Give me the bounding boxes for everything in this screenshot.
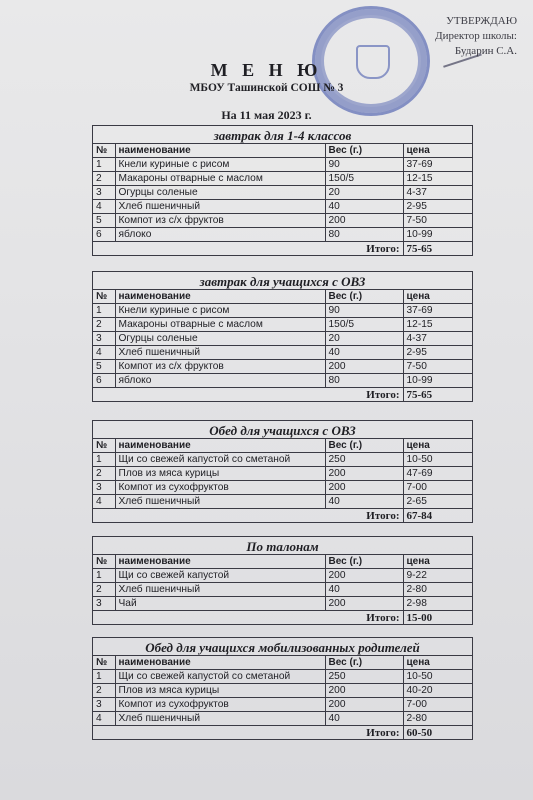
menu-section [92, 420, 473, 523]
dish-price: 12-15 [403, 318, 472, 332]
total-value: 15-00 [403, 611, 472, 625]
col-header-weight: Вес (г.) [325, 144, 403, 158]
menu-section [92, 271, 473, 402]
dish-name: Чай [115, 597, 325, 611]
table-header-row [93, 144, 472, 158]
section-title: завтрак для 1-4 классов [213, 128, 352, 143]
table-row [93, 583, 472, 597]
dish-weight: 90 [325, 304, 403, 318]
section-title: По талонам [246, 539, 319, 554]
menu-date: На 11 мая 2023 г. [221, 108, 312, 122]
col-header-weight: Вес (г.) [325, 555, 403, 569]
menu-table [93, 554, 472, 624]
dish-name: яблоко [115, 228, 325, 242]
dish-price: 2-80 [403, 583, 472, 597]
col-header-name: наименование [115, 555, 325, 569]
row-number: 3 [93, 698, 115, 712]
row-number: 6 [93, 374, 115, 388]
menu-table [93, 143, 472, 255]
dish-price: 10-99 [403, 374, 472, 388]
dish-name: Компот из с/х фруктов [115, 214, 325, 228]
total-label: Итого: [93, 242, 403, 256]
table-row [93, 698, 472, 712]
dish-weight: 250 [325, 453, 403, 467]
total-value: 75-65 [403, 388, 472, 402]
dish-price: 10-50 [403, 453, 472, 467]
total-label: Итого: [93, 509, 403, 523]
table-row [93, 597, 472, 611]
dish-price: 2-65 [403, 495, 472, 509]
dish-price: 4-37 [403, 332, 472, 346]
total-row [93, 611, 472, 625]
col-header-weight: Вес (г.) [325, 656, 403, 670]
col-header-price: цена [403, 290, 472, 304]
dish-name: Макароны отварные с маслом [115, 172, 325, 186]
dish-price: 7-00 [403, 698, 472, 712]
dish-weight: 40 [325, 200, 403, 214]
dish-name: Щи со свежей капустой [115, 569, 325, 583]
col-header-number: № [93, 555, 115, 569]
table-row [93, 346, 472, 360]
table-header-row [93, 656, 472, 670]
dish-price: 12-15 [403, 172, 472, 186]
menu-section [92, 637, 473, 740]
total-label: Итого: [93, 611, 403, 625]
dish-price: 9-22 [403, 569, 472, 583]
table-row [93, 158, 472, 172]
row-number: 1 [93, 453, 115, 467]
dish-price: 2-95 [403, 346, 472, 360]
table-header-row [93, 555, 472, 569]
table-header-row [93, 439, 472, 453]
total-label: Итого: [93, 726, 403, 740]
dish-name: Плов из мяса курицы [115, 684, 325, 698]
dish-weight: 200 [325, 360, 403, 374]
table-row [93, 467, 472, 481]
row-number: 3 [93, 332, 115, 346]
dish-name: Хлеб пшеничный [115, 346, 325, 360]
table-row [93, 569, 472, 583]
row-number: 5 [93, 360, 115, 374]
dish-price: 7-50 [403, 360, 472, 374]
row-number: 3 [93, 186, 115, 200]
total-label: Итого: [93, 388, 403, 402]
menu-table [93, 289, 472, 401]
table-row [93, 172, 472, 186]
dish-weight: 200 [325, 467, 403, 481]
table-row [93, 214, 472, 228]
dish-price: 4-37 [403, 186, 472, 200]
dish-name: Макароны отварные с маслом [115, 318, 325, 332]
dish-weight: 40 [325, 712, 403, 726]
col-header-number: № [93, 290, 115, 304]
total-row [93, 242, 472, 256]
col-header-number: № [93, 439, 115, 453]
table-row [93, 495, 472, 509]
row-number: 2 [93, 318, 115, 332]
menu-section [92, 125, 473, 256]
row-number: 4 [93, 495, 115, 509]
row-number: 2 [93, 467, 115, 481]
row-number: 3 [93, 597, 115, 611]
table-row [93, 453, 472, 467]
col-header-weight: Вес (г.) [325, 290, 403, 304]
table-row [93, 304, 472, 318]
dish-name: Компот из с/х фруктов [115, 360, 325, 374]
dish-weight: 200 [325, 569, 403, 583]
dish-name: Хлеб пшеничный [115, 712, 325, 726]
approval-block [367, 14, 517, 59]
dish-name: Щи со свежей капустой со сметаной [115, 453, 325, 467]
total-row [93, 726, 472, 740]
dish-price: 40-20 [403, 684, 472, 698]
menu-table [93, 438, 472, 522]
table-row [93, 670, 472, 684]
row-number: 1 [93, 304, 115, 318]
dish-weight: 150/5 [325, 172, 403, 186]
col-header-number: № [93, 656, 115, 670]
col-header-name: наименование [115, 656, 325, 670]
dish-weight: 20 [325, 186, 403, 200]
dish-price: 7-00 [403, 481, 472, 495]
col-header-price: цена [403, 656, 472, 670]
row-number: 4 [93, 346, 115, 360]
page-title: М Е Н Ю [210, 60, 323, 80]
dish-price: 2-98 [403, 597, 472, 611]
dish-price: 37-69 [403, 158, 472, 172]
section-title: завтрак для учащихся с ОВЗ [199, 274, 366, 289]
dish-weight: 250 [325, 670, 403, 684]
row-number: 1 [93, 158, 115, 172]
approval-name: Бударин С.А. [454, 45, 517, 57]
dish-name: Хлеб пшеничный [115, 583, 325, 597]
dish-weight: 200 [325, 214, 403, 228]
total-value: 60-50 [403, 726, 472, 740]
dish-weight: 80 [325, 374, 403, 388]
dish-weight: 40 [325, 346, 403, 360]
table-row [93, 712, 472, 726]
dish-weight: 40 [325, 583, 403, 597]
dish-price: 10-50 [403, 670, 472, 684]
dish-price: 7-50 [403, 214, 472, 228]
row-number: 4 [93, 200, 115, 214]
section-title: Обед для учащихся с ОВЗ [209, 423, 356, 438]
dish-name: яблоко [115, 374, 325, 388]
dish-price: 47-69 [403, 467, 472, 481]
col-header-name: наименование [115, 290, 325, 304]
menu-table [93, 655, 472, 739]
dish-name: Щи со свежей капустой со сметаной [115, 670, 325, 684]
table-row [93, 374, 472, 388]
dish-weight: 200 [325, 698, 403, 712]
dish-weight: 200 [325, 597, 403, 611]
dish-name: Компот из сухофруктов [115, 481, 325, 495]
table-row [93, 481, 472, 495]
total-row [93, 509, 472, 523]
dish-name: Плов из мяса курицы [115, 467, 325, 481]
dish-price: 37-69 [403, 304, 472, 318]
dish-weight: 20 [325, 332, 403, 346]
dish-weight: 90 [325, 158, 403, 172]
col-header-price: цена [403, 555, 472, 569]
row-number: 2 [93, 684, 115, 698]
dish-price: 10-99 [403, 228, 472, 242]
row-number: 4 [93, 712, 115, 726]
school-name: МБОУ Ташинской СОШ № 3 [189, 82, 344, 94]
dish-price: 2-80 [403, 712, 472, 726]
total-value: 67-84 [403, 509, 472, 523]
row-number: 2 [93, 583, 115, 597]
table-row [93, 360, 472, 374]
col-header-weight: Вес (г.) [325, 439, 403, 453]
dish-weight: 40 [325, 495, 403, 509]
col-header-price: цена [403, 439, 472, 453]
table-row [93, 200, 472, 214]
table-row [93, 228, 472, 242]
row-number: 1 [93, 670, 115, 684]
col-header-name: наименование [115, 144, 325, 158]
col-header-number: № [93, 144, 115, 158]
total-row [93, 388, 472, 402]
table-row [93, 318, 472, 332]
table-row [93, 186, 472, 200]
row-number: 3 [93, 481, 115, 495]
row-number: 6 [93, 228, 115, 242]
col-header-price: цена [403, 144, 472, 158]
row-number: 2 [93, 172, 115, 186]
row-number: 5 [93, 214, 115, 228]
dish-name: Хлеб пшеничный [115, 495, 325, 509]
approval-heading: УТВЕРЖДАЮ [446, 15, 517, 27]
dish-name: Кнели куриные с рисом [115, 158, 325, 172]
col-header-name: наименование [115, 439, 325, 453]
dish-name: Хлеб пшеничный [115, 200, 325, 214]
dish-price: 2-95 [403, 200, 472, 214]
dish-name: Огурцы соленые [115, 186, 325, 200]
table-row [93, 332, 472, 346]
row-number: 1 [93, 569, 115, 583]
dish-name: Огурцы соленые [115, 332, 325, 346]
table-row [93, 684, 472, 698]
menu-section [92, 536, 473, 625]
dish-name: Компот из сухофруктов [115, 698, 325, 712]
dish-weight: 200 [325, 481, 403, 495]
approval-position: Директор школы: [435, 30, 517, 42]
section-title: Обед для учащихся мобилизованных родителей [145, 640, 420, 655]
dish-weight: 150/5 [325, 318, 403, 332]
table-header-row [93, 290, 472, 304]
dish-name: Кнели куриные с рисом [115, 304, 325, 318]
dish-weight: 80 [325, 228, 403, 242]
total-value: 75-65 [403, 242, 472, 256]
dish-weight: 200 [325, 684, 403, 698]
